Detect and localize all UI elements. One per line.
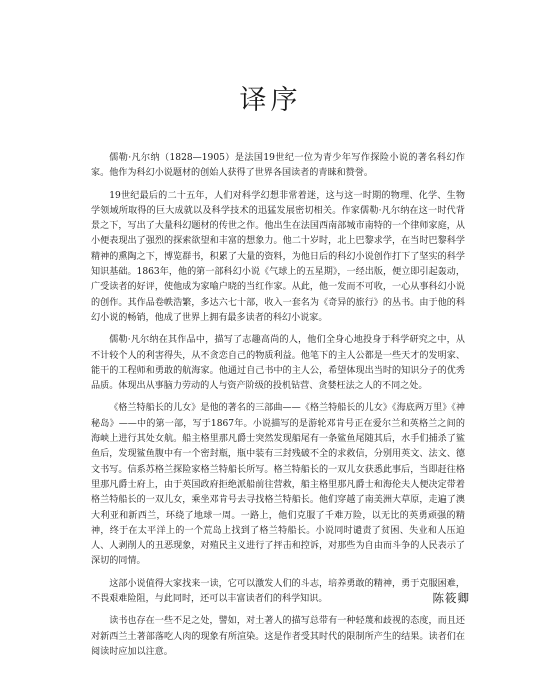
paragraph-3: 儒勒·凡尔纳在其作品中，描写了志趣高尚的人，他们全身心地投身于科学研究之中，从不计较个人的利害得失，从不贪恋自己的物质利益。他笔下的主人公都是一些天才的发明家、能干的工程师和勇敢的航海家。他通过自己书中的主人公，希望体现出当时的知识分子的优秀品质。体现出从事脑力劳动的人与资产阶级的投机钻营、贪婪枉法之人的不同之处。 (91, 335, 465, 392)
paragraph-2: 19世纪最后的二十五年，人们对科学幻想非常着迷，这与这一时期的物理、化学、生物学领域所取得的巨大成就以及科学技术的迅猛发展密切相关。作家儒勒·凡尔纳在这一时代背景之下，写出了大量科幻题材的传世之作。他出生在法国西南部城市南特的一个律师家庭，从小便表现出了强烈的探索欲望和丰富的想象力。他二十岁时，北上巴黎求学，在当时巴黎科学精神的熏陶之下，博览群书，积累了大量的资料，为他日后的科幻小说创作打下了坚实的科学知识基础。1863年，他的第一部科幻小说《气球上的五星期》，一经出版，便立即引起轰动，广受读者的好评，使他成为家喻户晓的当红作家。从此，他一发而不可收，一心从事科幻小说的创作。其作品卷帙浩繁，多达六七十部，收入一套名为《奇异的旅行》的丛书。由于他的科幻小说的畅销，他成了世界上拥有最多读者的科幻小说家。 (91, 190, 465, 323)
paragraph-1: 儒勒·凡尔纳（1828—1905）是法国19世纪一位为青少年写作探险小说的著名科幻作家。他作为科幻小说题材的创始人获得了世界各国读者的青睐和赞誉。 (91, 153, 465, 179)
page-title: 译序 (239, 85, 302, 116)
preface-body (91, 151, 465, 667)
paragraph-4: 《格兰特船长的儿女》是他的著名的三部曲——《格兰特船长的儿女》《海底两万里》《神秘岛》——中的第一部，写于1867年。小说描写的是游轮邓肯号正在爱尔兰和英格兰之间的海峡上进行其处女航。船主格里那凡爵士突然发现船尾有一条鲨鱼尾随其后，水手们捕杀了鲨鱼后，发现鲨鱼腹中有一个密封瓶，瓶中装有三封残破不全的求救信，分别用英文、法文、德文书写。信系苏格兰探险家格兰特船长所写。格兰特船长的一双儿女获悉此事后，当即赶往格里那凡爵士府上，由于英国政府拒绝派船前往营救，船主格里那凡爵士和海伦夫人便决定带着格兰特船长的一双儿女，乘坐邓肯号去寻找格兰特船长。他们穿越了南美洲大草原，走遍了澳大利亚和新西兰，环绕了地球一周。一路上，他们克服了千难万险，以无比的英勇顽强的精神，终于在太平洋上的一个荒岛上找到了格兰特船长。小说同时谴责了贫困、失业和人压迫人、人剥削人的丑恶现象，对殖民主义进行了抨击和控诉，对那些为自由而斗争的人民表示了深切的同情。 (91, 403, 465, 567)
paragraph-5: 这部小说值得大家找来一读，它可以激发人们的斗志，培养勇敢的精神，勇于克服困难，不畏艰难险阻，与此同时，还可以丰富读者们的科学知识。 (91, 578, 465, 605)
paragraph-6: 读书也存在一些不足之处，譬如，对土著人的描写总带有一种轻蔑和歧视的态度，而且还对新西兰土著部落吃人肉的现象有所渲染。这是作者受其时代的限制所产生的结果。读者们在阅读时应加以注意。 (91, 616, 465, 657)
translator-signature: 陈筱卿 (432, 591, 470, 605)
